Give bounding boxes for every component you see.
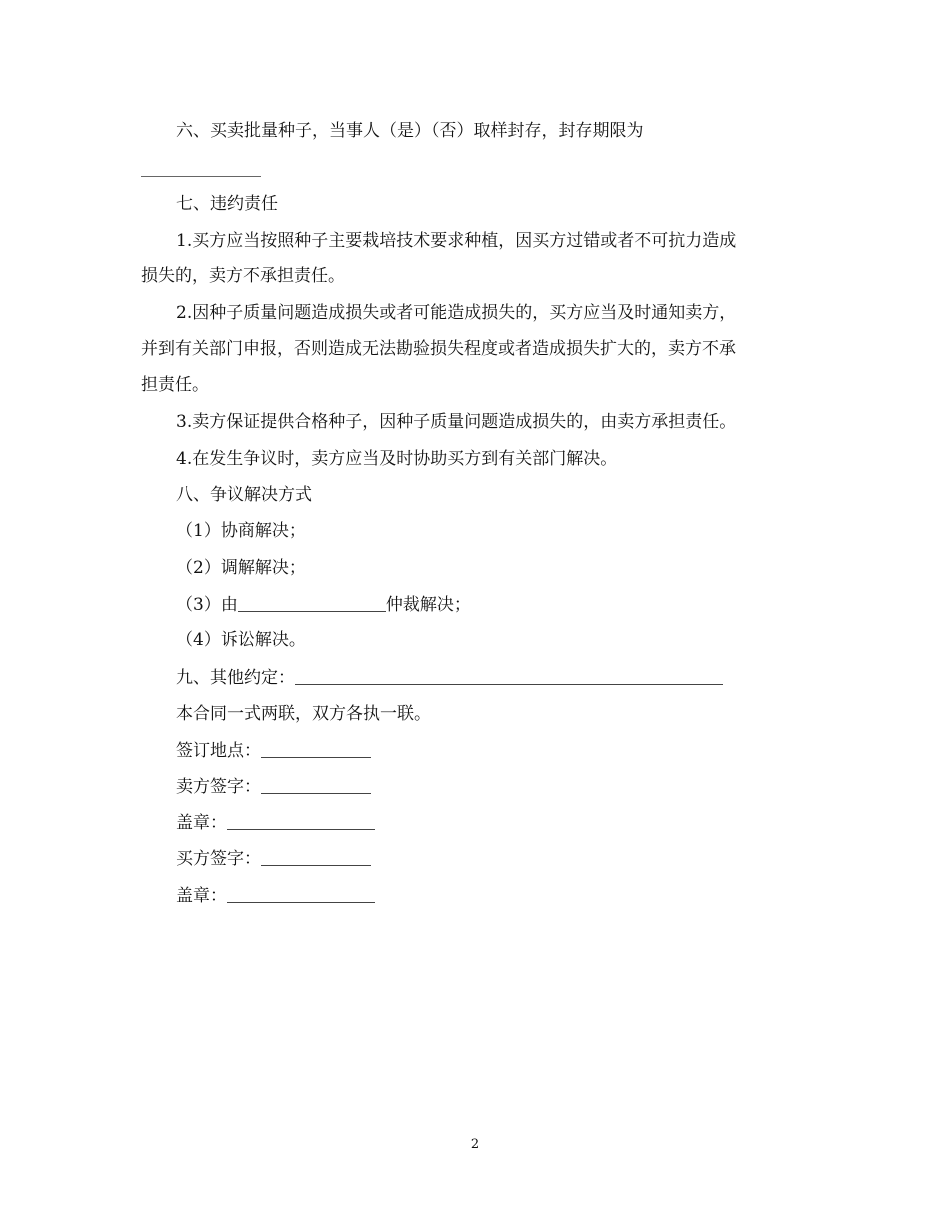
copies-statement: 本合同一式两联，双方各执一联。: [176, 704, 431, 724]
buyer-signature: [176, 848, 371, 869]
arbitration-body-blank: [238, 594, 386, 612]
seller-signature-label: 卖方签字：: [176, 777, 261, 797]
clause-8-option-3: [176, 594, 471, 615]
clause-7-2-line-1: 2.因种子质量问题造成损失或者可能造成损失的，买方应当及时通知卖方，: [176, 303, 737, 323]
clause-7-title: 七、违约责任: [176, 194, 278, 214]
buyer-seal-label: 盖章：: [176, 886, 227, 906]
signing-place-blank: [261, 740, 371, 758]
clause-7-4: 4.在发生争议时，卖方应当及时协助买方到有关部门解决。: [176, 449, 618, 469]
clause-8-title: 八、争议解决方式: [176, 485, 312, 505]
clause-7-2-line-2: 并到有关部门申报，否则造成无法勘验损失程度或者造成损失扩大的，卖方不承: [141, 339, 736, 359]
other-agreements-blank: [295, 667, 723, 685]
seller-seal: [176, 812, 375, 833]
clause-9-other-agreements: [176, 667, 723, 688]
clause-8-option-2: （2）调解解决；: [176, 558, 306, 578]
buyer-signature-label: 买方签字：: [176, 849, 261, 869]
seller-seal-label: 盖章：: [176, 813, 227, 833]
sealing-period-blank: [141, 176, 261, 177]
page-number: 2: [470, 1137, 480, 1152]
signing-place: [176, 740, 371, 761]
seller-seal-blank: [227, 812, 375, 830]
seller-signature-blank: [261, 776, 371, 794]
clause-8-option-3-prefix: （3）由: [176, 595, 238, 615]
clause-6-sample-sealing: 六、买卖批量种子，当事人（是）（否）取样封存，封存期限为: [176, 121, 644, 141]
seller-signature: [176, 776, 371, 797]
clause-7-2-line-3: 担责任。: [141, 375, 209, 395]
buyer-seal-blank: [227, 885, 375, 903]
clause-8-option-1: （1）协商解决；: [176, 521, 306, 541]
buyer-seal: [176, 885, 375, 906]
signing-place-label: 签订地点：: [176, 741, 261, 761]
buyer-signature-blank: [261, 848, 371, 866]
clause-9-label: 九、其他约定：: [176, 668, 295, 688]
clause-8-option-4: （4）诉讼解决。: [176, 630, 306, 650]
clause-7-1-line-1: 1.买方应当按照种子主要栽培技术要求种植，因买方过错或者不可抗力造成: [176, 231, 737, 251]
clause-7-1-line-2: 损失的，卖方不承担责任。: [141, 266, 345, 286]
clause-8-option-3-suffix: 仲裁解决；: [385, 595, 471, 615]
clause-7-3: 3.卖方保证提供合格种子，因种子质量问题造成损失的，由卖方承担责任。: [176, 412, 737, 432]
